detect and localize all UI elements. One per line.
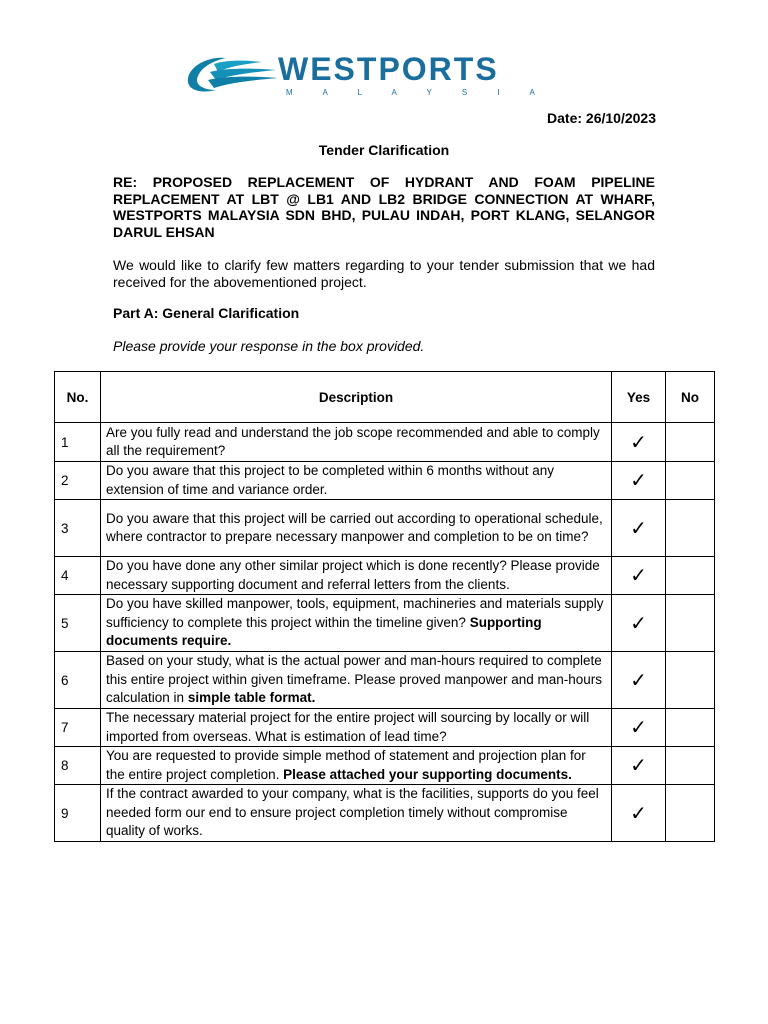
no-response-box[interactable] [666,595,715,652]
row-description-emphasis: Supporting documents require. [106,614,542,649]
row-description-text: Do you aware that this project will be carried out according to operational schedule, where contractor to prepare necessary manpower and completion to be on time? [106,510,603,544]
part-a-instruction: Please provide your response in the box provided. [113,338,425,354]
yes-response-box[interactable] [612,500,666,557]
row-number: 5 [55,595,101,652]
row-number: 6 [55,652,101,709]
row-description-emphasis: simple table format. [187,690,316,706]
clarification-table [54,371,715,842]
yes-response-box[interactable] [612,557,666,595]
yes-response-box[interactable] [612,785,666,842]
row-number: 1 [55,423,101,462]
row-description-text: Do you aware that this project to be completed within 6 months without any extension of time and variance order. [106,463,554,497]
row-number: 9 [55,785,101,842]
checkmark-icon: ✓ [630,565,647,587]
table-row [55,595,715,652]
no-response-box[interactable] [666,557,715,595]
row-description-text: Do you have skilled manpower, tools, equipment, machineries and materials supply sufficiency to complete this project within the timeline given? [106,596,604,630]
document-title: Tender Clarification [318,142,450,158]
table-row [55,785,715,842]
header-no: No. [55,372,101,423]
row-description [101,423,612,462]
logo-subtext: M A L A Y S I A [286,88,549,97]
table-row [55,709,715,747]
row-number: 4 [55,557,101,595]
row-description [101,595,612,652]
row-description [101,557,612,595]
row-description [101,709,612,747]
row-description-text: You are requested to provide simple method of statement and projection plan for the entire project completion. [106,748,586,782]
table-row [55,500,715,557]
no-response-box[interactable] [666,785,715,842]
checkmark-icon: ✓ [630,612,647,635]
no-response-box[interactable] [666,652,715,709]
row-description-text: Are you fully read and understand the job scope recommended and able to comply all the requirement? [106,424,600,458]
row-description [101,785,612,842]
checkmark-icon: ✓ [630,802,647,825]
row-description-text: Do you have done any other similar project which is done recently? Please provide necessary supporting document and referral letters from the clients. [106,558,600,592]
part-a-title: Part A: General Clarification [113,305,300,321]
document-date: Date: 26/10/2023 [547,110,656,126]
checkmark-icon: ✓ [630,755,647,777]
intro-paragraph: We would like to clarify few matters regarding to your tender submission that we had received for the abovementioned project. [113,257,655,290]
row-number: 8 [55,747,101,785]
yes-response-box[interactable] [612,652,666,709]
checkmark-icon: ✓ [630,470,647,492]
logo-wave-mark [188,58,278,92]
row-description [101,747,612,785]
yes-response-box[interactable] [612,462,666,500]
no-response-box[interactable] [666,747,715,785]
row-description-emphasis: Please attached your supporting documents. [283,766,572,782]
yes-response-box[interactable] [612,423,666,462]
no-response-box[interactable] [666,423,715,462]
re-subject: RE: PROPOSED REPLACEMENT OF HYDRANT AND FOAM PIPELINE REPLACEMENT AT LBT @ LB1 AND LB2 BRIDGE CONNECTION AT WHARF, WESTPORTS MALAYSIA SDN BHD, PULAU INDAH, PORT KLANG, SELANGOR DARUL EHSAN [113,174,655,240]
checkmark-icon: ✓ [630,431,647,454]
table-row [55,462,715,500]
header-yes: Yes [612,372,666,423]
no-response-box[interactable] [666,709,715,747]
header-description: Description [101,372,612,423]
table-row [55,557,715,595]
header-no-answer: No [666,372,715,423]
yes-response-box[interactable] [612,595,666,652]
logo-wordmark: WESTPORTS [278,51,499,87]
row-description [101,652,612,709]
checkmark-icon: ✓ [630,717,647,739]
row-description [101,500,612,557]
row-description-text: The necessary material project for the entire project will sourcing by locally or will imported from overseas. What is estimation of lead time? [106,710,590,744]
table-row [55,423,715,462]
row-number: 3 [55,500,101,557]
checkmark-icon: ✓ [630,669,647,692]
row-number: 7 [55,709,101,747]
westports-logo [186,50,552,98]
table-row [55,652,715,709]
yes-response-box[interactable] [612,709,666,747]
no-response-box[interactable] [666,500,715,557]
table-header-row [55,372,715,423]
no-response-box[interactable] [666,462,715,500]
checkmark-icon: ✓ [630,517,647,540]
row-description-text: If the contract awarded to your company, what is the facilities, supports do you feel needed form our end to ensure project completion timely without compromise quality of works. [106,786,599,839]
yes-response-box[interactable] [612,747,666,785]
table-row [55,747,715,785]
row-description-text: Based on your study, what is the actual power and man-hours required to complete this entire project within given timeframe. Please proved manpower and man-hours calculation in [106,653,602,706]
row-number: 2 [55,462,101,500]
row-description [101,462,612,500]
